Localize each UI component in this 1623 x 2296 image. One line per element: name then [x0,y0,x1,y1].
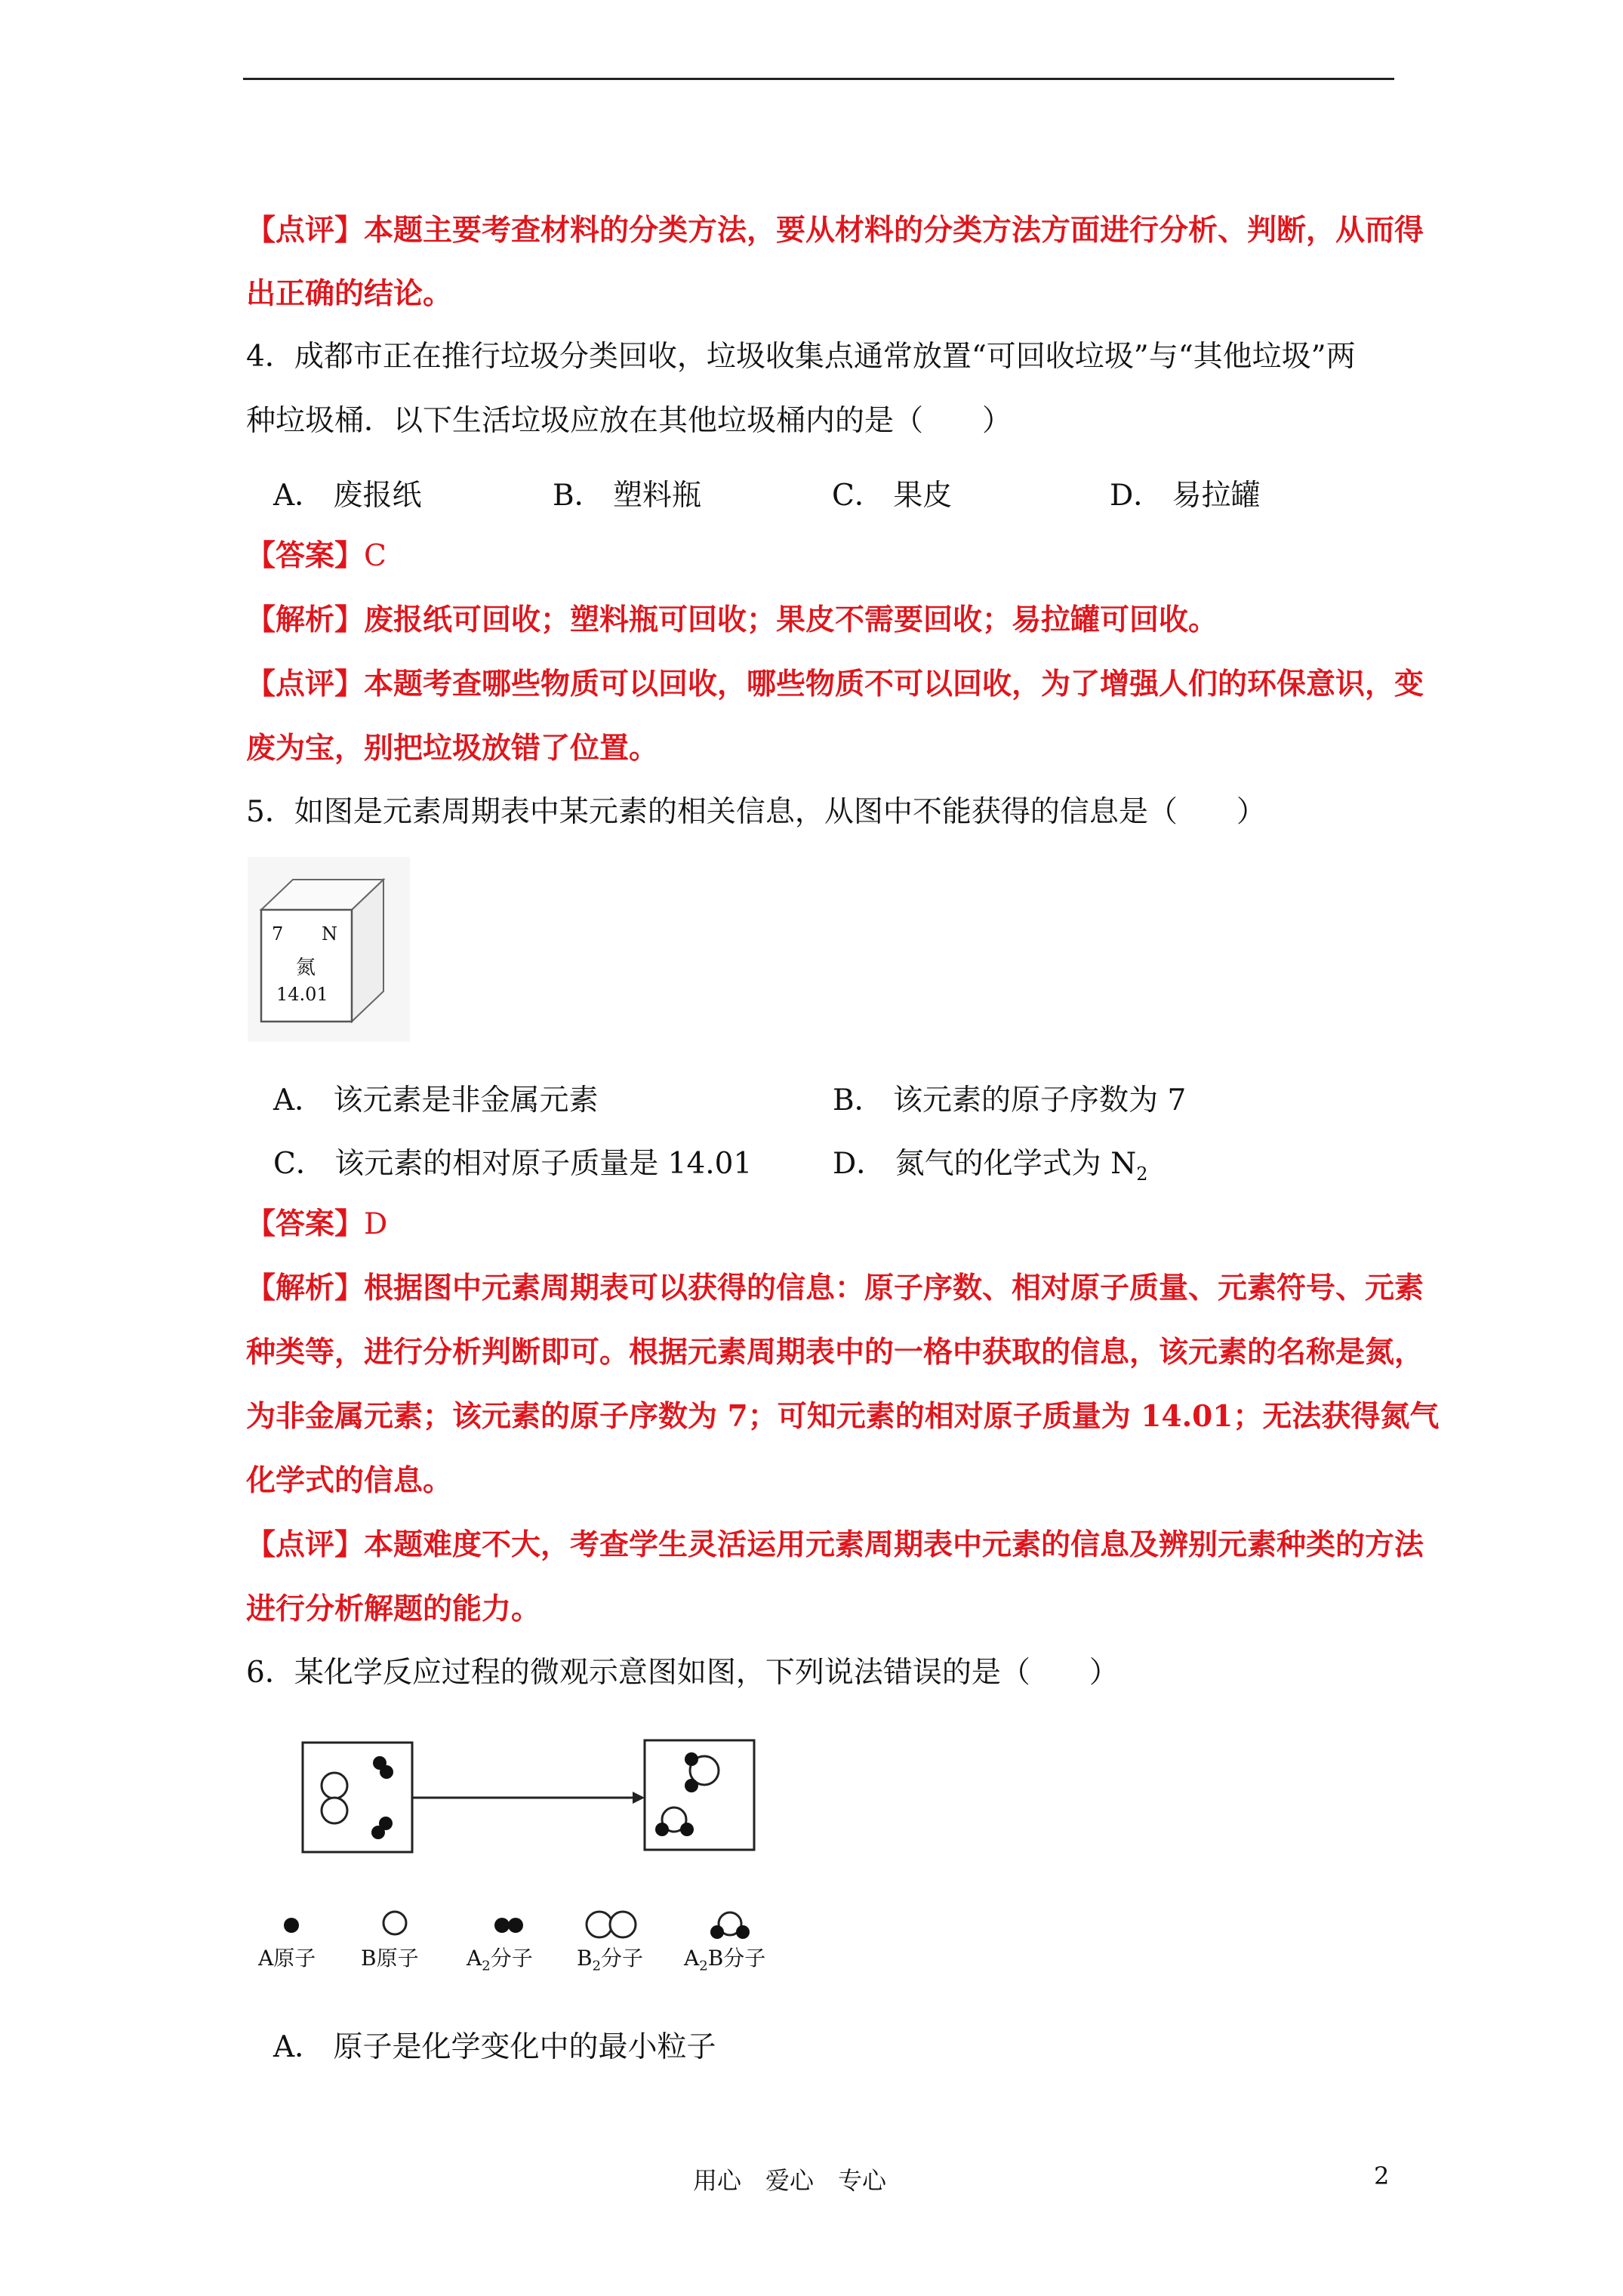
q5-comment-line1 [246,1512,1424,1577]
answer-tag: 【答案】 [246,1207,365,1241]
comment-text: 本题难度不大，考查学生灵活运用元素周期表中元素的信息及辨别元素种类的方法 [364,1527,1424,1562]
atomic-number: 7 [272,923,284,945]
comment-tag: 【点评】 [246,1527,365,1562]
q5-analysis-line3: 为非金属元素；该元素的原子序数为 7；可知元素的相对原子质量为 14.01；无法获得氮气 [246,1399,1440,1434]
q4-option-d: D． 易拉罐 [1110,479,1261,513]
q5-analysis-line4: 化学式的信息。 [246,1463,453,1498]
answer-tag: 【答案】 [246,538,365,573]
q5-stem: 5．如图是元素周期表中某元素的相关信息，从图中不能获得的信息是（ ） [246,795,1266,829]
q5-analysis-line2: 种类等，进行分析判断即可。根据元素周期表中的一格中获取的信息，该元素的名称是氮， [246,1335,1424,1370]
analysis-text: 废报纸可回收；塑料瓶可回收；果皮不需要回收；易拉罐可回收。 [364,603,1218,637]
q4-stem-line1: 4．成都市正在推行垃圾分类回收，垃圾收集点通常放置“可回收垃圾”与“其他垃圾”两 [246,340,1356,374]
q5-option-d: D． 氮气的化学式为 $N_2$ [833,1147,1148,1185]
q4-option-a: A． 废报纸 [273,479,422,513]
analysis-tag: 【解析】 [246,1271,365,1305]
analysis-text: 根据图中元素周期表可以获得的信息：原子序数、相对原子质量、元素符号、元素 [364,1271,1424,1305]
q4-analysis [246,587,1218,652]
comment-tag: 【点评】 [246,667,365,701]
q5-answer [246,1191,387,1257]
q6-option-a: A． 原子是化学变化中的最小粒子 [273,2030,716,2064]
q4-option-c: C． 果皮 [832,479,953,513]
answer-value: C [364,539,387,573]
reaction-diagram [248,1725,791,1986]
q5-analysis-line1 [246,1256,1424,1321]
atomic-mass: 14.01 [276,984,328,1005]
q4-stem-line2: 种垃圾桶．以下生活垃圾应放在其他垃圾桶内的是（ ） [246,404,1012,438]
header-rule [243,78,1394,80]
q4-option-b: B． 塑料瓶 [553,479,702,513]
legend-a2-molecule: $A_2$分子 [467,1946,533,1974]
legend-b2-molecule: $B_2$分子 [577,1946,644,1974]
element-cell-figure [248,857,410,1042]
q5-option-b: B． 该元素的原子序数为 7 [833,1083,1187,1117]
comment-text: 本题主要考查材料的分类方法，要从材料的分类方法方面进行分析、判断，从而得 [364,213,1424,248]
page-number: 2 [1374,2162,1390,2190]
legend-b-atom: B原子 [361,1946,419,1971]
q5-option-c: C． 该元素的相对原子质量是 14.01 [273,1147,753,1181]
analysis-tag: 【解析】 [246,603,365,637]
answer-value: D [364,1207,388,1241]
legend-a-atom: A原子 [258,1946,316,1971]
legend-a2b-molecule: $A_2B$分子 [684,1946,766,1974]
q6-stem: 6．某化学反应过程的微观示意图如图，下列说法错误的是（ ） [246,1656,1119,1690]
element-symbol: N [322,923,337,945]
q4-comment-line2: 废为宝，别把垃圾放错了位置。 [246,731,659,766]
q3-comment-line1 [246,198,1424,263]
comment-text: 本题考查哪些物质可以回收，哪些物质不可以回收，为了增强人们的环保意识，变 [364,667,1424,701]
footer-motto: 用心 爱心 专心 [693,2166,887,2195]
q4-answer [246,523,387,589]
q4-comment-line1 [246,652,1424,717]
element-name: 氮 [296,957,316,979]
q5-comment-line2: 进行分析解题的能力。 [246,1592,541,1626]
comment-tag: 【点评】 [246,213,365,248]
q3-comment-line2: 出正确的结论。 [246,276,453,311]
q5-option-a: A． 该元素是非金属元素 [273,1083,599,1117]
